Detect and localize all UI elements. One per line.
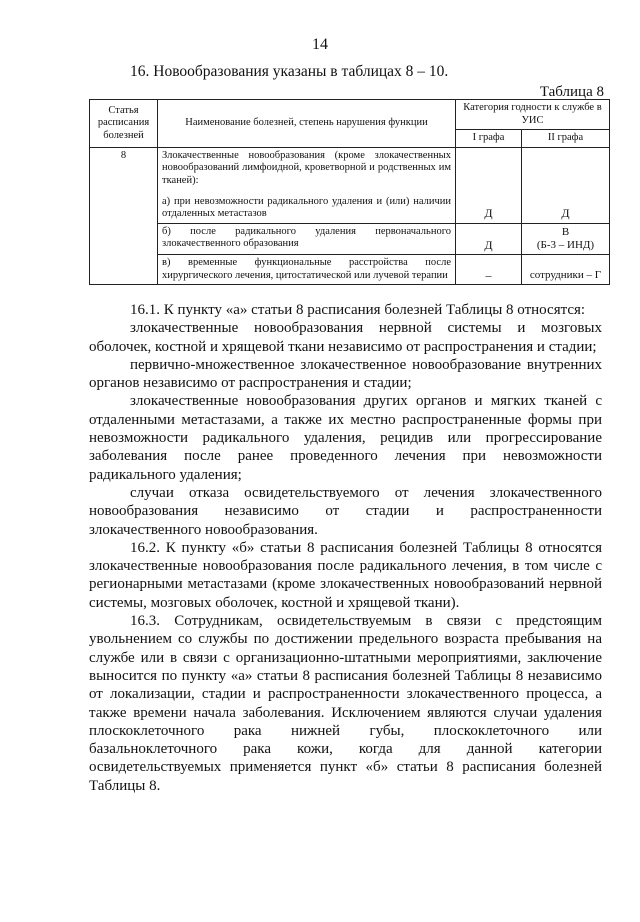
- section-heading: 16. Новообразования указаны в таблицах 8 – 10.: [130, 63, 449, 80]
- item-b-col2: [522, 223, 610, 254]
- table-row: [90, 223, 610, 254]
- paragraph: злокачественные новообразования нервной системы и мозговых оболочек, костной и хрящевой ткани независимо от распространения и стадии;: [89, 320, 602, 355]
- paragraph: 16.3. Сотрудникам, освидетельствуемым в связи с предстоящим увольнением со службы по достижении предельного возраста пребывания на службе или в связи с организационно-штатными мероприятиями, заключение выносится по пункту «а» статьи 8 расписания болезней Таблицы 8 независимо от локализации, стадии и распространенности злокачественного процесса, а также времени начала заболевания. Исключением являются случаи удаления плоскоклеточного рака нижней губы, плоскоклеточного или базальноклеточного рака кожи, когда для данной категории освидетельствуемых применяется пункт «б» статьи 8 расписания болезней Таблицы 8.: [89, 613, 602, 794]
- table-row: [90, 147, 610, 223]
- article-number: 8: [90, 147, 158, 285]
- header-article: Статья расписания болезней: [90, 100, 158, 148]
- header-column-1: I графа: [456, 130, 522, 148]
- paragraph: 16.2. К пункту «б» статьи 8 расписания болезней Таблицы 8 относятся злокачественные новообразования после радикального лечения, в том числе с регионарными метастазами (кроме злокачественных новообразований нервной системы, мозговых оболочек, костной и хрящевой ткани).: [89, 539, 602, 611]
- table-row: [90, 255, 610, 285]
- item-b-col2-line1: В: [561, 225, 570, 238]
- paragraph: злокачественные новообразования других органов и мягких тканей с отдаленными метастазами, а также их местно распространенные формы при невозможности радикального удаления, рецидив или прогрессирование заболевания после ранее проведенного лечения при невозможности радикального удаления;: [89, 393, 602, 483]
- item-a-col2: Д: [522, 147, 610, 223]
- article-intro: Злокачественные новообразования (кроме злокачественных новообразований лимфоидной, кроветворной и родственных им тканей):: [162, 149, 451, 186]
- paragraph: случаи отказа освидетельствуемого от лечения злокачественного новообразования независимо от стадии и распространенности злокачественного новообразования.: [89, 484, 602, 538]
- body-text: [89, 301, 602, 795]
- item-b-col1: Д: [456, 223, 522, 254]
- paragraph: 16.1. К пункту «а» статьи 8 расписания болезней Таблицы 8 относятся:: [130, 302, 586, 318]
- item-b-text: б) после радикального удаления первоначального злокачественного образования: [158, 223, 456, 254]
- item-a-col1: Д: [456, 147, 522, 223]
- item-b-col2-line2: (Б-3 – ИНД): [536, 238, 595, 251]
- item-a-text: а) при невозможности радикального удаления и (или) наличии отдаленных метастазов: [162, 195, 451, 220]
- table-label: Таблица 8: [539, 84, 604, 100]
- header-column-2: II графа: [522, 130, 610, 148]
- item-v-col1: –: [456, 255, 522, 285]
- header-category: Категория годности к службе в УИС: [456, 100, 610, 130]
- header-disease-name: Наименование болезней, степень нарушения функции: [158, 100, 456, 148]
- item-v-col2: сотрудники – Г: [522, 255, 610, 285]
- disease-table: [89, 99, 610, 285]
- page-number: 14: [312, 36, 328, 53]
- row-a-description: [158, 147, 456, 223]
- table-header-row: [90, 100, 610, 130]
- item-v-text: в) временные функциональные расстройства после хирургического лечения, цитостатической или лучевой терапии: [158, 255, 456, 285]
- paragraph: первично-множественное злокачественное новообразование внутренних органов независимо от распространения и стадии;: [89, 356, 602, 392]
